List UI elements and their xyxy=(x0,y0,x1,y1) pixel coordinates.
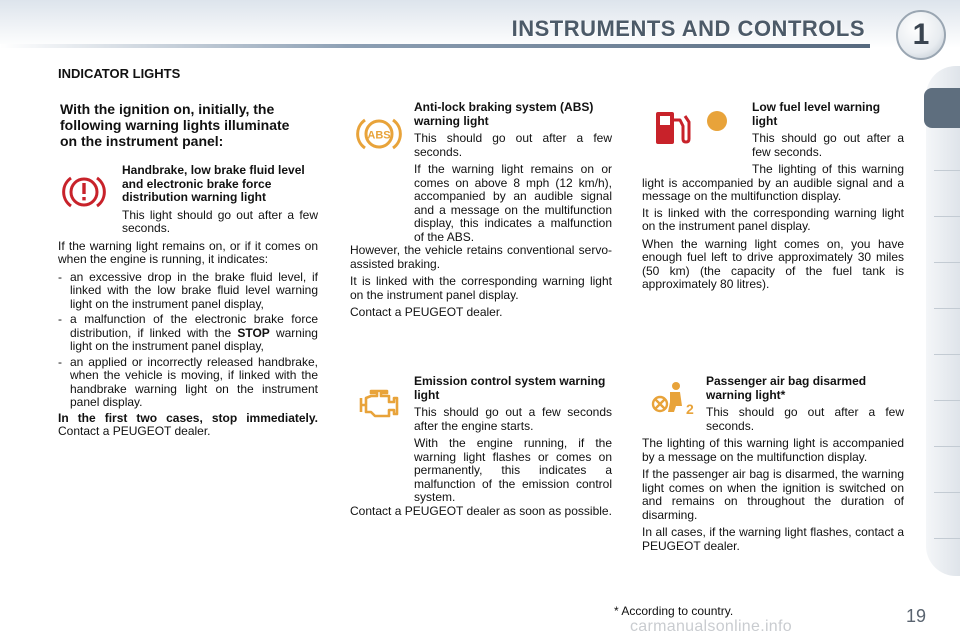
tab-divider xyxy=(934,262,960,263)
fuel-paragraph: When the warning light comes on, you have enough fuel left to drive approximately 30 miles (50 km) (the capacity of the fuel tank is approximately 80 litres). xyxy=(642,236,904,291)
footnote: * According to country. xyxy=(614,604,734,618)
airbag-paragraph: If the passenger air bag is disarmed, the warning light comes on when the ignition is switched on and remains on throughout the duration of disarming. xyxy=(642,467,904,522)
fuel-paragraph: It is linked with the corresponding warning light on the instrument panel display. xyxy=(642,205,904,233)
abs-heading: Anti-lock braking system (ABS) warning light xyxy=(414,100,594,128)
airbag-heading: Passenger air bag disarmed warning light* xyxy=(706,374,867,402)
list-item: - an excessive drop in the brake fluid level, if linked with the low brake fluid level warning light on the instrument panel display, xyxy=(58,269,318,311)
handbrake-paragraph: If the warning light remains on, or if it comes on when the engine is running, it indicates: xyxy=(58,238,318,266)
airbag-section xyxy=(642,375,904,557)
handbrake-closing: In the first two cases, stop immediately. Contact a PEUGEOT dealer. xyxy=(58,410,318,438)
header-rule xyxy=(0,44,870,48)
chapter-tab-strip xyxy=(926,66,960,576)
page-number: 19 xyxy=(906,606,927,626)
handbrake-heading: Handbrake, low brake fluid level and electronic brake force distribution warning light xyxy=(122,163,305,204)
fuel-section xyxy=(642,101,904,296)
emission-paragraph: Contact a PEUGEOT dealer as soon as possible. xyxy=(350,503,612,518)
handbrake-paragraph: This light should go out after a few seconds. xyxy=(122,207,318,235)
intro-text: With the ignition on, initially, the following warning lights illuminate on the instrument panel: xyxy=(60,101,290,149)
tab-divider xyxy=(934,308,960,309)
emission-heading: Emission control system warning light xyxy=(414,374,606,402)
fuel-paragraph: This should go out after a few seconds. xyxy=(752,131,904,159)
tab-divider xyxy=(934,446,960,447)
abs-paragraph: It is linked with the corresponding warning light on the instrument panel display. xyxy=(350,274,612,302)
abs-paragraph: However, the vehicle retains conventional servo-assisted braking. xyxy=(350,243,612,271)
handbrake-section xyxy=(58,164,318,443)
list-item: - an applied or incorrectly released handbrake, when the vehicle is moving, if linked with the handbrake warning light on the instrument panel display. xyxy=(58,354,318,409)
tab-divider xyxy=(934,354,960,355)
chapter-title: INSTRUMENTS AND CONTROLS xyxy=(511,16,865,41)
svg-text:2: 2 xyxy=(686,401,694,417)
airbag-paragraph: In all cases, if the warning light flashes, contact a PEUGEOT dealer. xyxy=(642,525,904,553)
stop-label: STOP xyxy=(237,325,270,340)
chapter-number-badge: 1 xyxy=(896,10,946,60)
abs-section xyxy=(350,101,612,324)
tab-divider xyxy=(934,216,960,217)
abs-paragraph: This should go out after a few seconds. xyxy=(414,131,612,159)
airbag-paragraph: The lighting of this warning light is accompanied by a message on the multifunction display. xyxy=(642,436,904,464)
section-title: INDICATOR LIGHTS xyxy=(58,66,181,81)
tab-divider xyxy=(934,170,960,171)
svg-text:ABS: ABS xyxy=(367,129,391,142)
fuel-heading: Low fuel level warning light xyxy=(752,100,881,128)
abs-paragraph: If the warning light remains on or comes on above 8 mph (12 km/h), accompanied by an audible signal and a message on the multifunction display, this indicates a malfunction of the ABS. xyxy=(414,162,612,244)
tab-divider xyxy=(934,538,960,539)
emission-section xyxy=(350,375,612,522)
list-item-text: an applied or incorrectly released handbrake, when the vehicle is moving, if linked with the handbrake warning light on the instrument panel display. xyxy=(70,354,318,409)
list-item-text: an excessive drop in the brake fluid level, if linked with the low brake fluid level warning light on the instrument panel display, xyxy=(70,269,318,311)
watermark: carmanualsonline.info xyxy=(630,618,792,635)
tab-divider xyxy=(934,400,960,401)
chapter-tab-active[interactable] xyxy=(924,88,960,128)
abs-paragraph: Contact a PEUGEOT dealer. xyxy=(350,305,503,319)
fuel-paragraph: The lighting of this warning light is accompanied by an audible signal and a message on the multifunction display. xyxy=(642,162,904,203)
list-item: - a malfunction of the electronic brake force distribution, if linked with the STOP warning light on the instrument panel display, xyxy=(58,312,318,353)
emission-paragraph: This should go out a few seconds after the engine starts. xyxy=(414,405,612,433)
airbag-paragraph: This should go out after a few seconds. xyxy=(706,405,904,433)
tab-divider xyxy=(934,492,960,493)
list-item-text: a malfunction of the electronic brake force distribution, if linked with the STOP warning light on the instrument panel display, xyxy=(70,312,318,353)
emission-paragraph: With the engine running, if the warning light flashes or comes on permanently, this indicates a malfunction of the emission control system. xyxy=(414,436,612,504)
